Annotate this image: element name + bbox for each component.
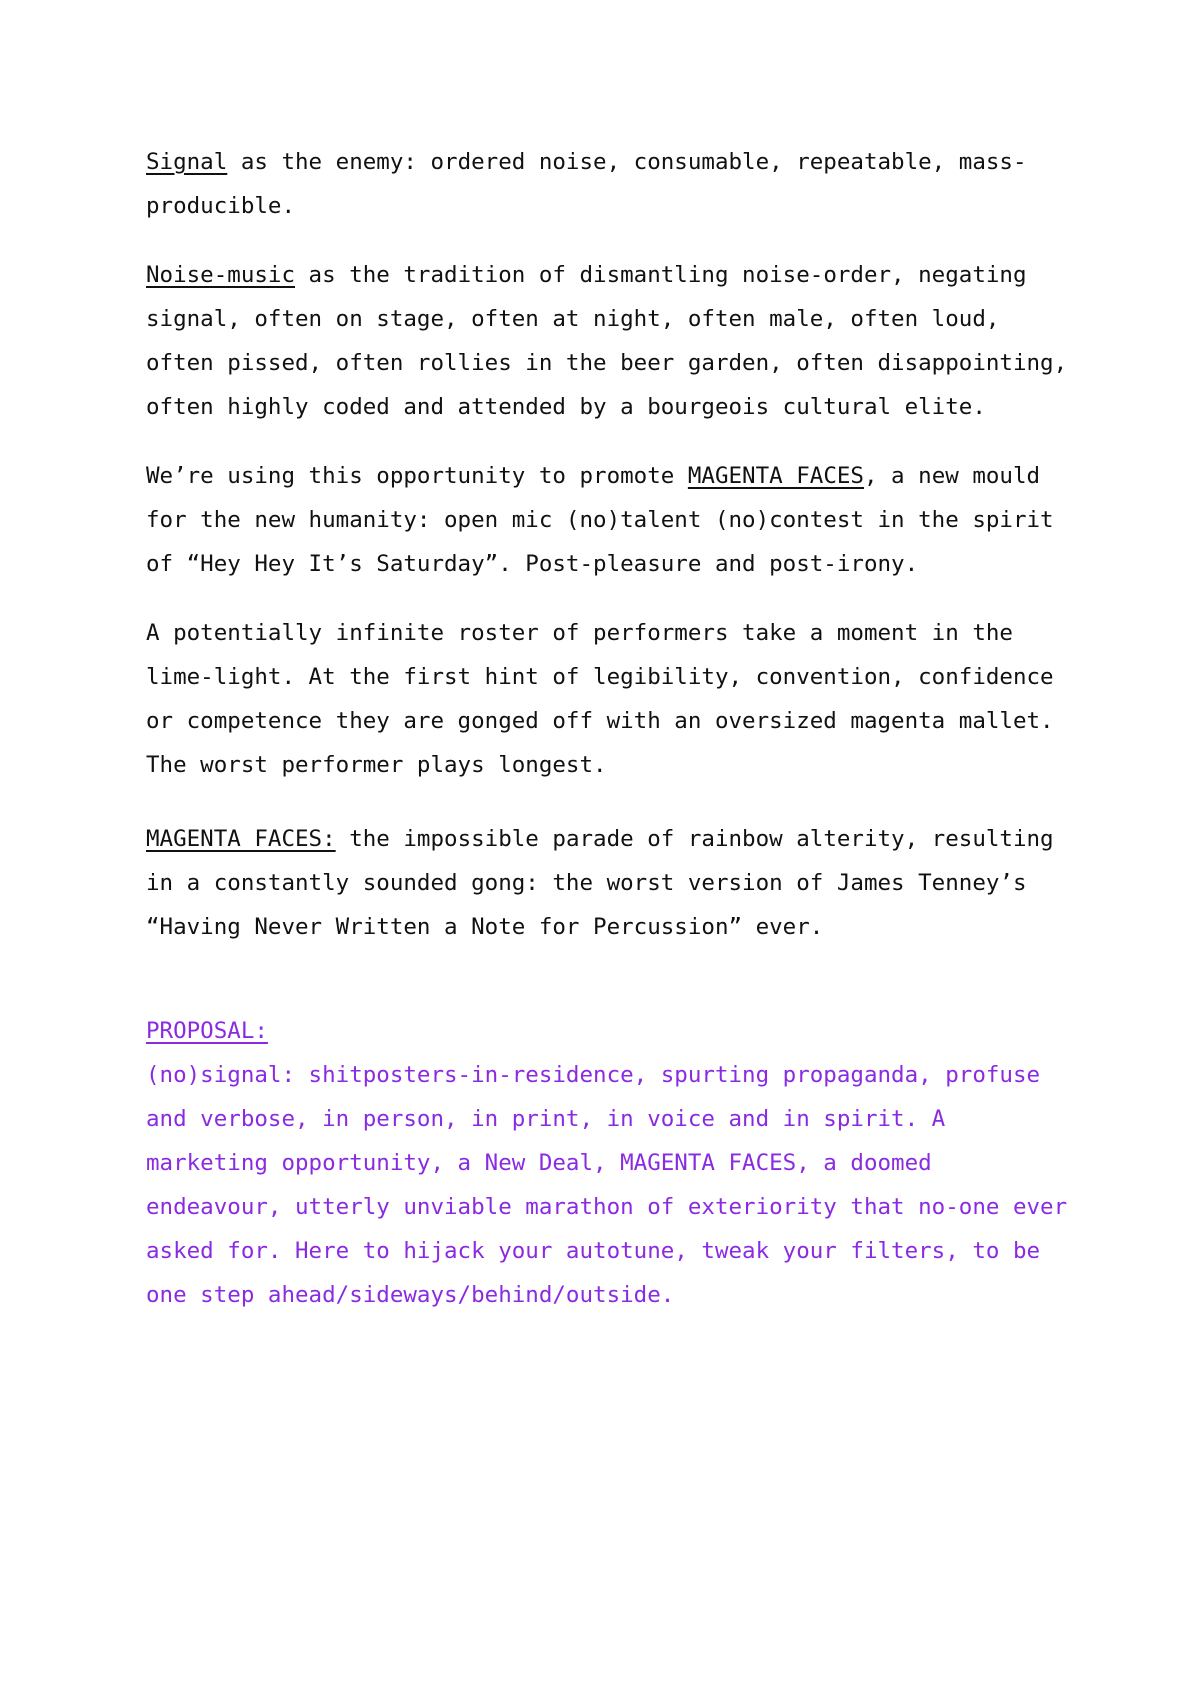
term-noise-music: Noise-music: [146, 262, 296, 288]
paragraph-signal-text: as the enemy: ordered noise, consumable, repeatable, mass-producible.: [146, 149, 1027, 219]
paragraph-noise-music: [146, 253, 1076, 429]
proposal-body: (no)signal: shitposters-in-residence, spurting propaganda, profuse and verbose, in person, in print, in voice and in spirit. A marketing opportunity, a New Deal, MAGENTA FACES, a doomed endeavour, utterly unviable marathon of exteriority that no-one ever asked for. Here to hijack your autotune, tweak your filters, to be one step ahead/sideways/behind/outside.: [146, 1062, 1068, 1308]
paragraph-signal: [146, 140, 1076, 228]
paragraph-roster: A potentially infinite roster of performers take a moment in the lime-light. At the first hint of legibility, convention, confidence or competence they are gonged off with an oversized magenta mallet. The worst performer plays longest.: [146, 620, 1054, 778]
paragraph-magenta-faces-promo: [146, 454, 1076, 586]
paragraph-promo-lead: We’re using this opportunity to promote: [146, 463, 688, 489]
proposal-section: [146, 1009, 1076, 1317]
term-magenta-faces: MAGENTA FACES: [687, 463, 864, 489]
document-body: [146, 140, 1076, 1342]
term-magenta-faces-colon: MAGENTA FACES:: [146, 826, 336, 852]
term-signal: Signal: [146, 149, 228, 175]
paragraph-magenta-faces-definition: [146, 817, 1076, 949]
paragraph-noise-music-text: as the tradition of dismantling noise-order, negating signal, often on stage, often at night, often male, often loud, often pissed, often rollies in the beer garden, often disappointing, often highly coded and attended by a bourgeois cultural elite.: [146, 262, 1068, 420]
paragraph-definition-text: the impossible parade of rainbow alterity, resulting in a constantly sounded gong: the worst version of James Tenney’s “Having Never Written a Note for Percussion” ever.: [146, 826, 1054, 940]
proposal-heading: PROPOSAL:: [146, 1018, 268, 1044]
paragraph-promo-text: , a new mould for the new humanity: open mic (no)talent (no)contest in the spirit of “Hey Hey It’s Saturday”. Post-pleasure and post-irony.: [146, 463, 1054, 577]
